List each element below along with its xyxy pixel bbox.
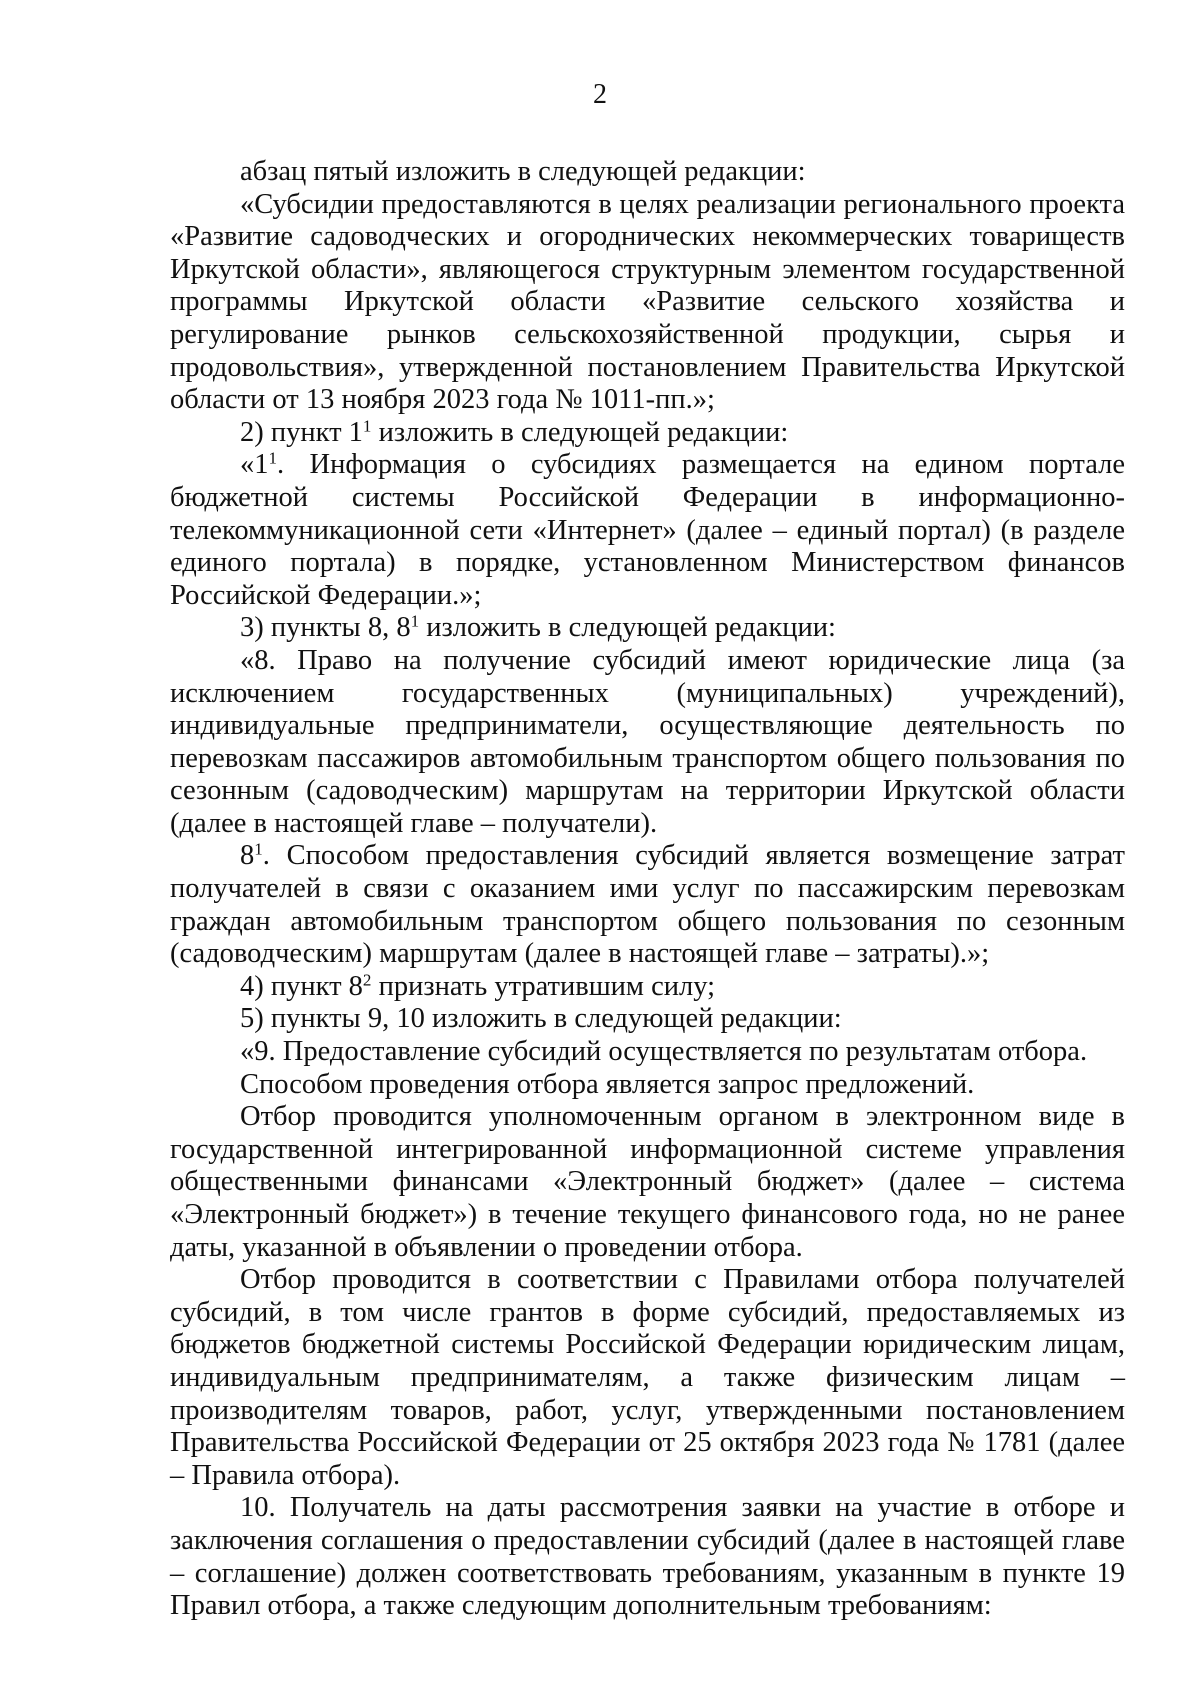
paragraph-clause-1-1: «$1^1$. Информация о субсидиях размещается на едином портале бюджетной системы Российской Федерации в информационно-телекоммуникационной сети «Интернет» (далее – единый портал) (в разделе единого портала) в порядке, установленном Министерством финансов Российской Федерации.»;: [170, 448, 1125, 611]
paragraph-selection-method: Способом проведения отбора является запрос предложений.: [240, 1068, 975, 1100]
paragraph-selection-rules: Отбор проводится в соответствии с Правилами отбора получателей субсидий, в том числе грантов в форме субсидий, предоставляемых из бюджетов бюджетной системы Российской Федерации юридическим лицам, индивидуальным предпринимателям, а также физическим лицам – производителям товаров, работ, услуг, утвержденными постановлением Правительства Российской Федерации от 25 октября 2023 года № 1781 (далее – Правила отбора).: [170, 1264, 1125, 1491]
paragraph-item-4: 4) пункт $8^2$ признать утратившим силу;: [240, 970, 715, 1002]
paragraph-subsidy-purpose: «Субсидии предоставляются в целях реализации регионального проекта «Развитие садоводческих и огороднических некоммерческих товариществ Иркутской области», являющегося структурным элементом государственной программы Иркутской области «Развитие сельского хозяйства и регулирование рынков сельскохозяйственной продукции, сырья и продовольствия», утвержденной постановлением Правительства Иркутской области от 13 ноября 2023 года № 1011-пп.»;: [170, 188, 1125, 416]
document-body: [170, 156, 1125, 1623]
paragraph-clause-8-1: $8^1$. Способом предоставления субсидий является возмещение затрат получателей в связи с оказанием ими услуг по пассажирским перевозкам граждан автомобильным транспортом общего пользования по сезонным (садоводческим) маршрутам (далее в настоящей главе – затраты).»;: [170, 840, 1125, 970]
page-number: 2: [593, 79, 607, 110]
paragraph-item-3: 3) пункты 8, $8^1$ изложить в следующей редакции:: [240, 611, 836, 644]
paragraph-edit-instruction: абзац пятый изложить в следующей редакции:: [240, 156, 806, 187]
paragraph-clause-9: «9. Предоставление субсидий осуществляется по результатам отбора.: [240, 1036, 1088, 1068]
paragraph-clause-10: 10. Получатель на даты рассмотрения заявки на участие в отборе и заключения соглашения о предоставлении субсидий (далее в настоящей главе – соглашение) должен соответствовать требованиям, указанным в пункте 19 Правил отбора, а также следующим дополнительным требованиям:: [170, 1492, 1125, 1622]
paragraph-selection-electronic: Отбор проводится уполномоченным органом в электронном виде в государственной интегрированной информационной системе управления общественными финансами «Электронный бюджет» (далее – система «Электронный бюджет») в течение текущего финансового года, но не ранее даты, указанной в объявлении о проведении отбора.: [170, 1101, 1125, 1263]
paragraph-item-2: 2) пункт $1^1$ изложить в следующей редакции:: [240, 416, 789, 448]
paragraph-clause-8: «8. Право на получение субсидий имеют юридические лица (за исключением государственных (муниципальных) учреждений), индивидуальные предприниматели, осуществляющие деятельность по перевозкам пассажиров автомобильным транспортом общего пользования по сезонным (садоводческим) маршрутам на территории Иркутской области (далее в настоящей главе – получатели).: [170, 644, 1125, 839]
paragraph-item-5: 5) пункты 9, 10 изложить в следующей редакции:: [240, 1003, 842, 1035]
